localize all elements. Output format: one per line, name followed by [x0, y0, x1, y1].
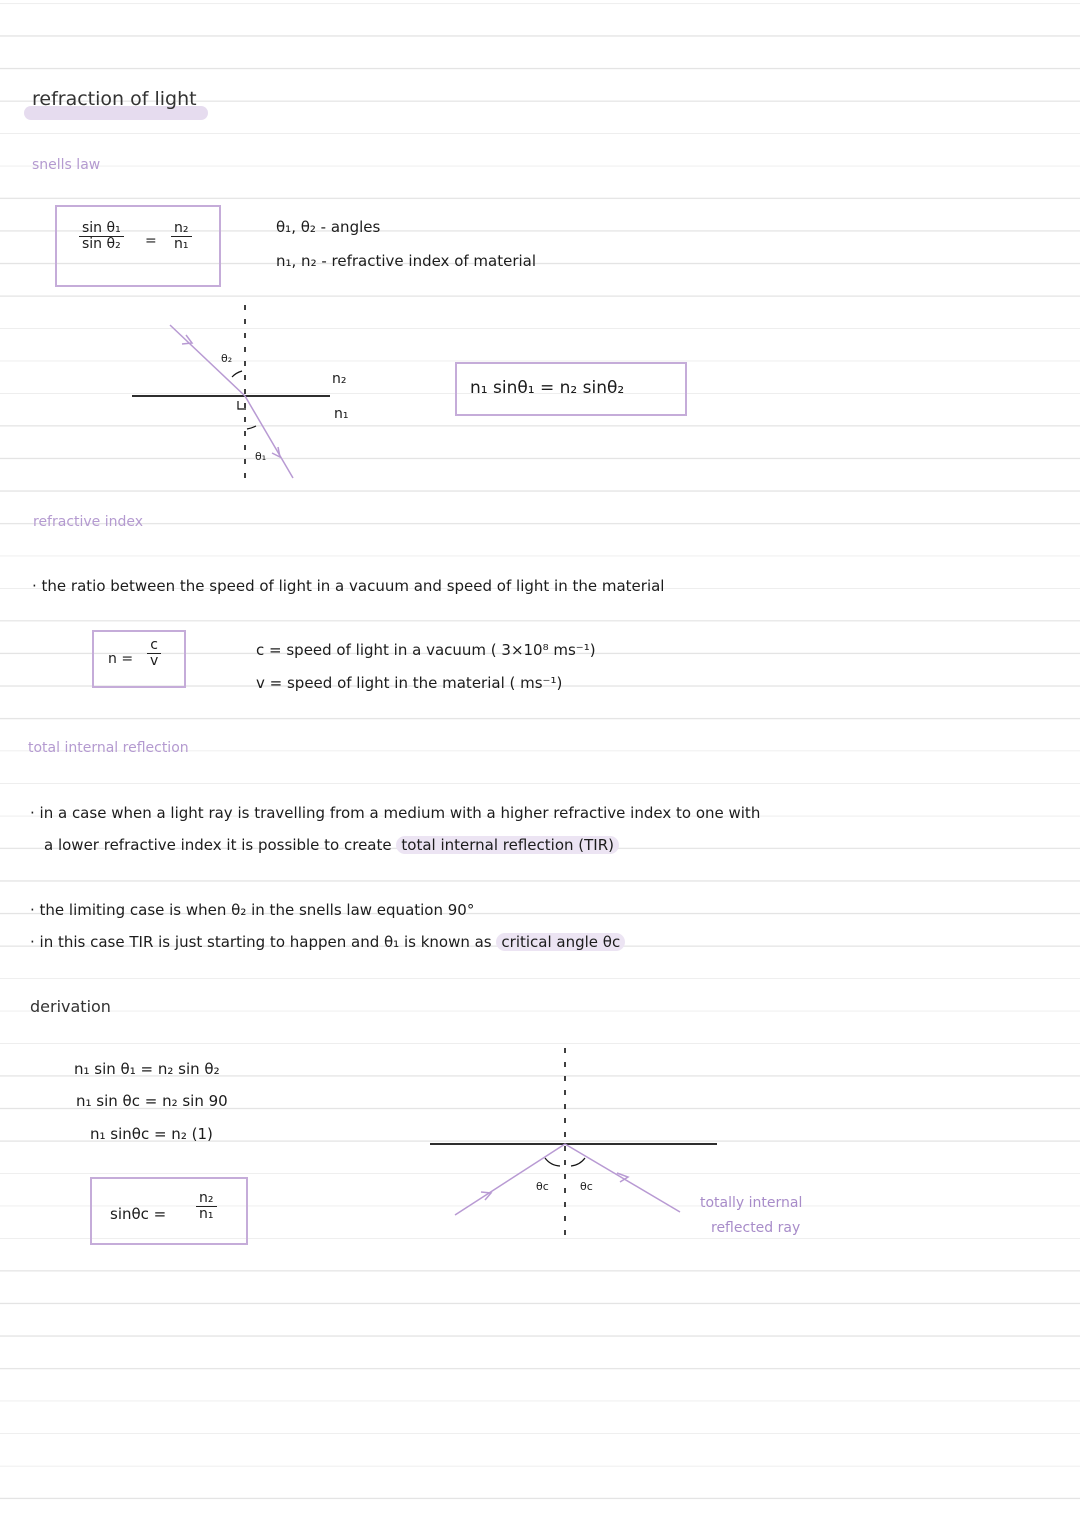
refraction-diagram	[120, 295, 370, 495]
result-fraction	[196, 1191, 217, 1221]
tir-incident-arrow	[481, 1192, 491, 1200]
tir-theta-c-left: θc	[536, 1180, 549, 1193]
derivation-step1: n₁ sin θ₁ = n₂ sin θ₂	[74, 1060, 220, 1078]
critical-angle-formula-box	[90, 1177, 248, 1245]
derivation-heading: derivation	[30, 997, 111, 1016]
tir-reflected-ray	[565, 1144, 680, 1212]
refracted-ray	[245, 396, 293, 478]
tir-critical-angle	[30, 933, 625, 951]
tir-line1: · in a case when a light ray is travelling from a medium with a higher refractive index to one with	[30, 804, 761, 822]
derivation-step3: n₁ sinθc = n₂ (1)	[90, 1125, 213, 1143]
snells-law-equation: n₁ sinθ₁ = n₂ sinθ₂	[470, 378, 625, 398]
formula-lhs: n =	[108, 651, 134, 667]
tir-line4-text: · in this case TIR is just starting to happen and θ₁ is known as	[30, 933, 492, 951]
result-lhs: sinθc =	[110, 1205, 167, 1223]
snells-ratio-box	[55, 205, 221, 287]
incident-arrow	[182, 335, 192, 344]
theta2-arc	[232, 371, 242, 377]
diagram-n1: n₁	[334, 406, 349, 422]
ratio-rhs-den: n₁	[174, 235, 189, 252]
tir-theta-c-right: θc	[580, 1180, 593, 1193]
ratio-rhs-num: n₂	[171, 221, 192, 237]
def-v: v = speed of light in the material ( ms⁻¹)	[256, 674, 563, 692]
formula-den: v	[150, 652, 159, 669]
refractive-index-definition: · the ratio between the speed of light in a vacuum and speed of light in the material	[32, 577, 665, 595]
ray-label-line2: reflected ray	[711, 1220, 801, 1236]
ratio-rhs-fraction	[171, 221, 192, 251]
diagram-n2: n₂	[332, 371, 347, 387]
diagram-theta1: θ₁	[255, 450, 267, 463]
diagram-theta2: θ₂	[221, 352, 233, 365]
derivation-step2: n₁ sin θc = n₂ sin 90	[76, 1092, 228, 1110]
tir-heading: total internal reflection	[28, 740, 189, 756]
def-angles: θ₁, θ₂ - angles	[276, 218, 381, 236]
tir-right-arc	[571, 1158, 585, 1166]
def-c: c = speed of light in a vacuum ( 3×10⁸ ms⁻¹)	[256, 641, 596, 659]
tir-line2-text: a lower refractive index it is possible to create	[44, 836, 392, 854]
critical-angle-highlight: critical angle θc	[496, 933, 625, 951]
ratio-equals: =	[145, 233, 157, 249]
refractive-index-formula-box	[92, 630, 186, 688]
snells-law-heading: snells law	[32, 157, 101, 173]
snells-law-box	[455, 362, 687, 416]
snells-ratio-rhs	[171, 221, 192, 251]
tir-highlight: total internal reflection (TIR)	[396, 836, 619, 854]
ratio-lhs-fraction	[79, 221, 124, 251]
incident-ray	[170, 325, 245, 396]
formula-num: c	[147, 638, 161, 654]
page-title: refraction of light	[32, 88, 197, 110]
refractive-index-heading: refractive index	[33, 514, 144, 530]
tir-limiting-case: · the limiting case is when θ₂ in the snells law equation 90°	[30, 901, 475, 919]
ray-label-line1: totally internal	[700, 1195, 803, 1211]
ratio-lhs-num: sin θ₁	[79, 221, 124, 237]
result-den: n₁	[199, 1205, 214, 1222]
ratio-lhs-den: sin θ₂	[82, 235, 121, 252]
result-num: n₂	[196, 1191, 217, 1207]
snells-ratio-lhs	[79, 221, 124, 251]
theta1-arc	[247, 426, 256, 429]
def-refractive-index: n₁, n₂ - refractive index of material	[276, 252, 537, 270]
formula-fraction	[147, 638, 161, 668]
tir-diagram	[425, 1040, 725, 1245]
tir-left-arc	[545, 1158, 560, 1166]
tir-line2	[44, 836, 619, 854]
